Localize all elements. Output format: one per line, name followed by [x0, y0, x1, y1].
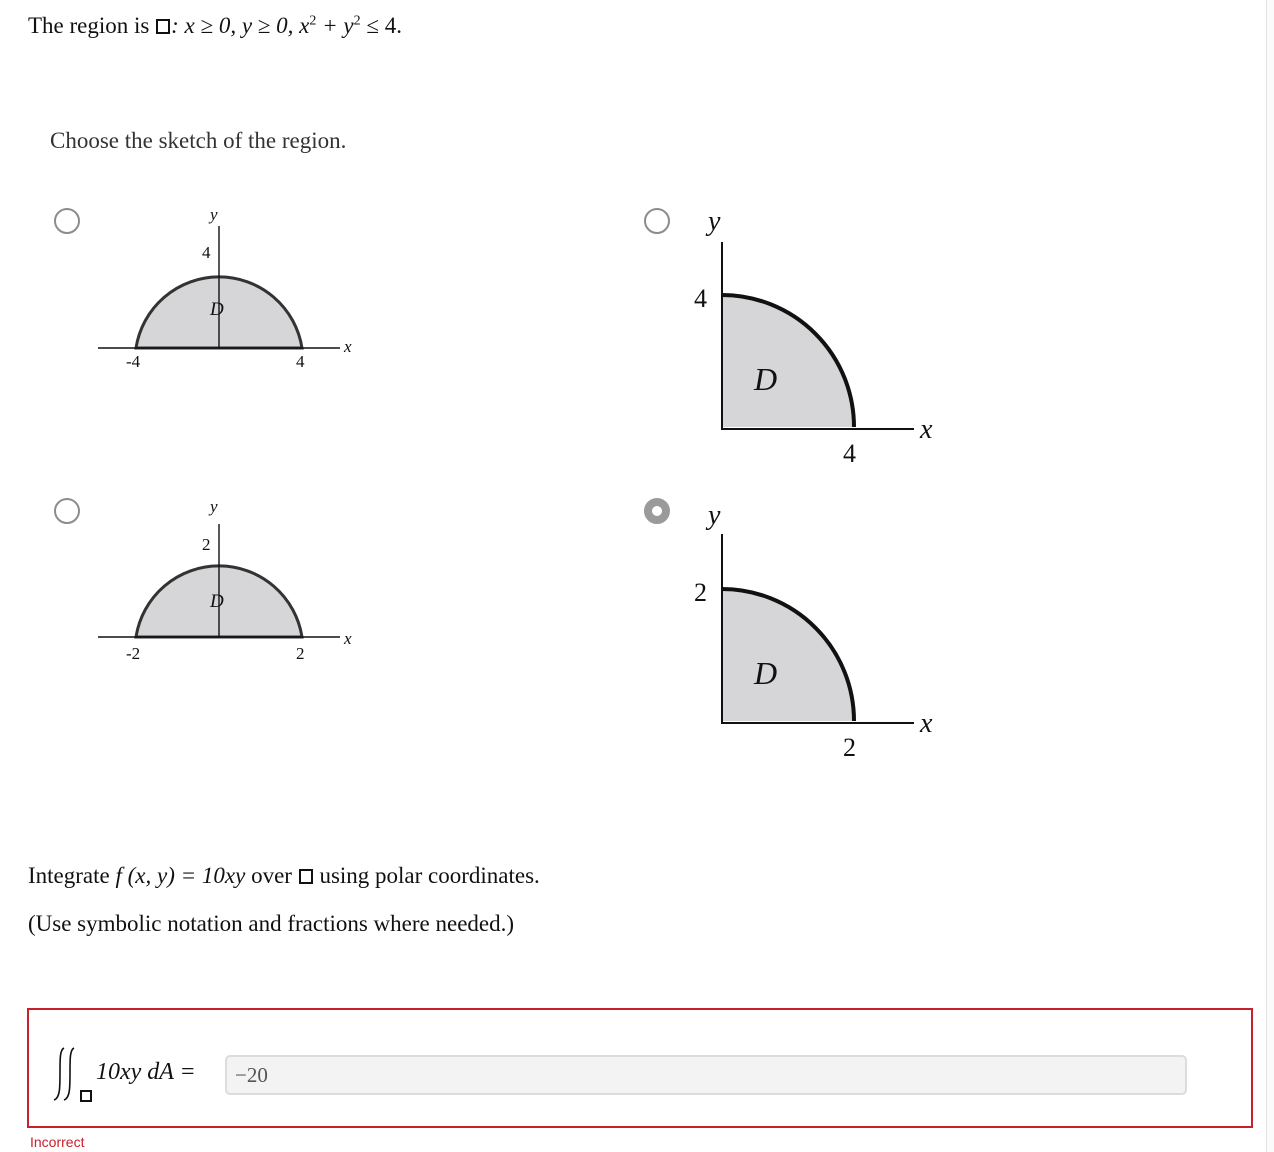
choice-d-y-label: y: [708, 500, 721, 531]
region-conditions-b: ≤ 4.: [360, 13, 402, 38]
choice-b-d-label: D: [754, 361, 778, 397]
choice-c-right-tick: 2: [296, 644, 305, 663]
x-squared-exp: 2: [309, 13, 317, 29]
choice-c-d-label: D: [210, 591, 224, 612]
choice-a-right-tick: 4: [296, 352, 305, 371]
choice-a-top-tick: 4: [202, 243, 211, 262]
polar-text: using polar coordinates.: [313, 863, 540, 888]
integrate-statement: [28, 863, 540, 889]
choice-b-y-tick: 4: [694, 284, 707, 313]
function-expression: f (x, y) = 10xy: [115, 863, 246, 888]
choose-prompt: Choose the sketch of the region.: [50, 128, 347, 153]
plus-y: + y: [316, 13, 354, 38]
region-symbol-box: [156, 19, 170, 34]
choice-d-y-tick: 2: [694, 578, 707, 607]
over-word: over: [245, 863, 292, 888]
status-incorrect: Incorrect: [30, 1134, 85, 1150]
integrand-label: [96, 1059, 196, 1086]
region-prefix: The region is: [28, 13, 150, 38]
choice-c-y-label: y: [210, 497, 218, 516]
choice-d-radio[interactable]: [644, 498, 670, 524]
choice-d-d-label: D: [754, 655, 778, 691]
right-scrollbar-edge: [1266, 0, 1274, 1152]
choice-b-radio[interactable]: [644, 208, 670, 234]
choice-b-y-label: y: [708, 206, 721, 237]
choice-a-x-label: x: [344, 337, 352, 356]
choice-d-x-label: x: [920, 708, 933, 739]
choice-a-left-tick: -4: [126, 352, 141, 371]
choice-c-left-tick: -2: [126, 644, 141, 663]
choice-c-sketch[interactable]: [90, 492, 370, 672]
choice-b-x-tick: 4: [843, 439, 856, 468]
answer-input[interactable]: [225, 1055, 1187, 1095]
choice-c-x-label: x: [344, 629, 352, 648]
region-statement: [28, 13, 402, 39]
choice-d-x-tick: 2: [843, 733, 856, 762]
hint-text: (Use symbolic notation and fractions where needed.): [28, 911, 515, 936]
choice-b-x-label: x: [920, 414, 933, 445]
choice-b-sketch[interactable]: [680, 200, 960, 475]
choice-c-top-tick: 2: [202, 535, 211, 554]
integrand-text: 10xy dA =: [96, 1059, 196, 1085]
double-integral-icon: [50, 1044, 96, 1104]
choice-a-radio[interactable]: [54, 208, 80, 234]
choice-d-sketch[interactable]: [680, 494, 960, 769]
y-squared-exp: 2: [353, 13, 361, 29]
choice-a-y-label: y: [210, 205, 218, 224]
region-conditions-a: : x ≥ 0, y ≥ 0, x: [171, 13, 310, 38]
choice-a-sketch[interactable]: [90, 200, 370, 380]
choice-a-d-label: D: [210, 299, 224, 320]
integrate-word: Integrate: [28, 863, 110, 888]
choice-c-radio[interactable]: [54, 498, 80, 524]
region-symbol-box-2: [299, 869, 313, 884]
